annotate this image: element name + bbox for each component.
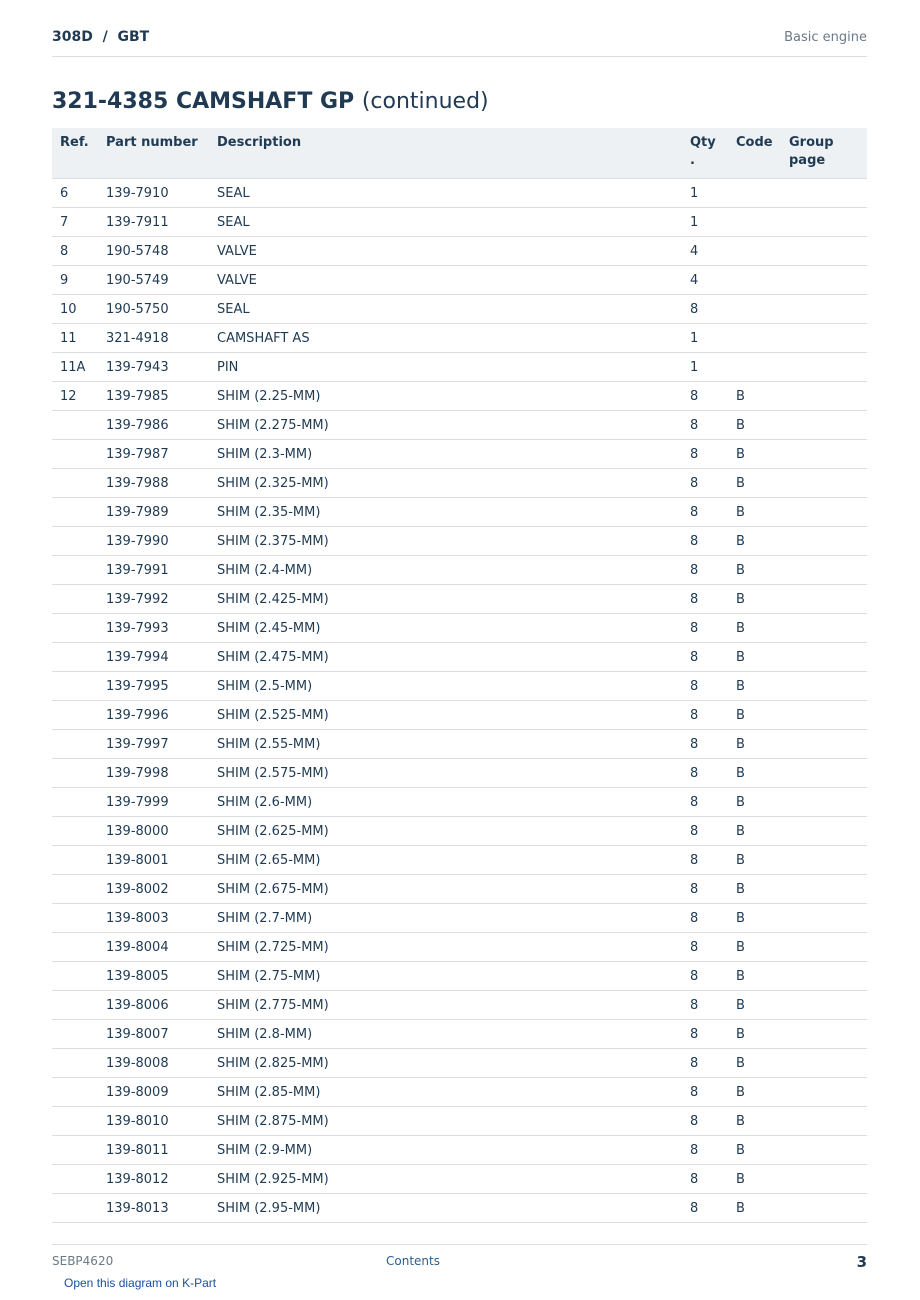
row-group-page	[781, 846, 867, 875]
row-part-number: 139-7911	[98, 208, 209, 237]
table-row	[52, 324, 867, 353]
row-description: SHIM (2.65-MM)	[209, 846, 682, 875]
row-description: SHIM (2.725-MM)	[209, 933, 682, 962]
row-code: B	[728, 440, 781, 469]
row-description: SHIM (2.85-MM)	[209, 1078, 682, 1107]
table-row	[52, 672, 867, 701]
table-row	[52, 1136, 867, 1165]
row-part-number: 139-7989	[98, 498, 209, 527]
row-ref: 12	[52, 382, 98, 411]
row-description: SHIM (2.475-MM)	[209, 643, 682, 672]
row-description: SHIM (2.55-MM)	[209, 730, 682, 759]
table-row	[52, 179, 867, 208]
row-part-number: 190-5748	[98, 237, 209, 266]
row-qty: 8	[682, 759, 728, 788]
row-description: SEAL	[209, 295, 682, 324]
col-group-page: Group page	[781, 128, 867, 179]
table-row	[52, 759, 867, 788]
table-row	[52, 846, 867, 875]
row-ref	[52, 817, 98, 846]
row-code: B	[728, 643, 781, 672]
table-row	[52, 875, 867, 904]
row-code	[728, 353, 781, 382]
row-code: B	[728, 1049, 781, 1078]
row-group-page	[781, 440, 867, 469]
row-group-page	[781, 1194, 867, 1223]
row-code: B	[728, 933, 781, 962]
table-row	[52, 904, 867, 933]
row-description: SEAL	[209, 179, 682, 208]
row-code: B	[728, 1136, 781, 1165]
row-description: SHIM (2.9-MM)	[209, 1136, 682, 1165]
table-row	[52, 1165, 867, 1194]
table-row	[52, 730, 867, 759]
table-row	[52, 440, 867, 469]
row-group-page	[781, 614, 867, 643]
row-ref	[52, 904, 98, 933]
row-group-page	[781, 730, 867, 759]
row-group-page	[781, 701, 867, 730]
row-code	[728, 208, 781, 237]
row-code: B	[728, 875, 781, 904]
table-row	[52, 1107, 867, 1136]
row-part-number: 139-8008	[98, 1049, 209, 1078]
row-qty: 8	[682, 933, 728, 962]
row-ref	[52, 672, 98, 701]
row-part-number: 190-5749	[98, 266, 209, 295]
row-code: B	[728, 1165, 781, 1194]
row-code: B	[728, 817, 781, 846]
page-number: 3	[856, 1253, 867, 1271]
row-ref	[52, 1049, 98, 1078]
row-qty: 8	[682, 1165, 728, 1194]
row-description: SHIM (2.8-MM)	[209, 1020, 682, 1049]
row-code: B	[728, 991, 781, 1020]
row-ref: 11A	[52, 353, 98, 382]
row-description: SHIM (2.325-MM)	[209, 469, 682, 498]
row-qty: 4	[682, 266, 728, 295]
row-part-number: 139-7943	[98, 353, 209, 382]
row-description: PIN	[209, 353, 682, 382]
page-footer	[52, 1244, 867, 1275]
row-part-number: 139-8009	[98, 1078, 209, 1107]
row-part-number: 139-8011	[98, 1136, 209, 1165]
row-part-number: 139-7986	[98, 411, 209, 440]
row-code: B	[728, 469, 781, 498]
row-part-number: 139-7998	[98, 759, 209, 788]
row-ref	[52, 585, 98, 614]
row-qty: 8	[682, 411, 728, 440]
col-ref: Ref.	[52, 128, 98, 179]
row-ref: 10	[52, 295, 98, 324]
col-part-number: Part number	[98, 128, 209, 179]
row-group-page	[781, 904, 867, 933]
row-qty: 8	[682, 382, 728, 411]
row-ref	[52, 875, 98, 904]
row-group-page	[781, 469, 867, 498]
table-row	[52, 817, 867, 846]
row-description: SHIM (2.25-MM)	[209, 382, 682, 411]
row-ref	[52, 962, 98, 991]
row-description: SHIM (2.925-MM)	[209, 1165, 682, 1194]
row-part-number: 139-7988	[98, 469, 209, 498]
row-part-number: 139-7990	[98, 527, 209, 556]
table-row	[52, 353, 867, 382]
row-part-number: 139-8004	[98, 933, 209, 962]
table-row	[52, 962, 867, 991]
table-row	[52, 237, 867, 266]
row-qty: 4	[682, 237, 728, 266]
title-continued: (continued)	[361, 89, 489, 114]
row-code	[728, 324, 781, 353]
row-part-number: 139-7985	[98, 382, 209, 411]
contents-link[interactable]: Contents	[386, 1254, 440, 1268]
row-part-number: 139-8007	[98, 1020, 209, 1049]
kpart-diagram-link[interactable]: Open this diagram on K-Part	[64, 1276, 217, 1290]
row-ref	[52, 527, 98, 556]
table-header-row	[52, 128, 867, 179]
row-group-page	[781, 817, 867, 846]
row-group-page	[781, 585, 867, 614]
row-group-page	[781, 353, 867, 382]
row-description: SHIM (2.275-MM)	[209, 411, 682, 440]
row-group-page	[781, 788, 867, 817]
row-group-page	[781, 324, 867, 353]
table-row	[52, 556, 867, 585]
title-code: 321-4385 CAMSHAFT GP	[52, 89, 355, 114]
row-qty: 8	[682, 295, 728, 324]
row-code: B	[728, 498, 781, 527]
row-code: B	[728, 411, 781, 440]
row-code: B	[728, 1194, 781, 1223]
row-description: SHIM (2.875-MM)	[209, 1107, 682, 1136]
row-description: SHIM (2.525-MM)	[209, 701, 682, 730]
table-row	[52, 585, 867, 614]
page-header	[52, 0, 867, 57]
row-description: SHIM (2.825-MM)	[209, 1049, 682, 1078]
row-group-page	[781, 1107, 867, 1136]
row-ref	[52, 1194, 98, 1223]
row-group-page	[781, 266, 867, 295]
row-group-page	[781, 556, 867, 585]
row-ref	[52, 759, 98, 788]
row-ref	[52, 1107, 98, 1136]
section-name: Basic engine	[784, 30, 867, 45]
row-qty: 8	[682, 875, 728, 904]
row-part-number: 139-8012	[98, 1165, 209, 1194]
row-ref	[52, 846, 98, 875]
table-row	[52, 295, 867, 324]
row-qty: 8	[682, 846, 728, 875]
row-code: B	[728, 1107, 781, 1136]
row-qty: 8	[682, 788, 728, 817]
page-title	[52, 89, 489, 114]
row-part-number: 139-7994	[98, 643, 209, 672]
row-ref: 9	[52, 266, 98, 295]
row-ref: 6	[52, 179, 98, 208]
row-ref	[52, 440, 98, 469]
row-group-page	[781, 933, 867, 962]
row-qty: 8	[682, 469, 728, 498]
row-code: B	[728, 556, 781, 585]
row-group-page	[781, 498, 867, 527]
row-ref: 11	[52, 324, 98, 353]
table-row	[52, 527, 867, 556]
row-description: SHIM (2.3-MM)	[209, 440, 682, 469]
row-description: CAMSHAFT AS	[209, 324, 682, 353]
row-ref	[52, 1078, 98, 1107]
row-qty: 8	[682, 1194, 728, 1223]
table-row	[52, 469, 867, 498]
row-part-number: 139-7999	[98, 788, 209, 817]
row-ref	[52, 643, 98, 672]
row-ref	[52, 1020, 98, 1049]
row-description: VALVE	[209, 266, 682, 295]
row-code: B	[728, 1020, 781, 1049]
table-row	[52, 1194, 867, 1223]
row-qty: 8	[682, 701, 728, 730]
row-code: B	[728, 701, 781, 730]
row-qty: 8	[682, 614, 728, 643]
table-row	[52, 933, 867, 962]
row-qty: 8	[682, 1020, 728, 1049]
col-qty: Qty .	[682, 128, 728, 179]
row-group-page	[781, 1020, 867, 1049]
row-group-page	[781, 672, 867, 701]
row-code: B	[728, 527, 781, 556]
row-qty: 8	[682, 527, 728, 556]
row-part-number: 139-7993	[98, 614, 209, 643]
row-qty: 8	[682, 1136, 728, 1165]
row-qty: 8	[682, 904, 728, 933]
row-ref	[52, 701, 98, 730]
table-row	[52, 1049, 867, 1078]
row-part-number: 139-7910	[98, 179, 209, 208]
col-code: Code	[728, 128, 781, 179]
row-ref: 7	[52, 208, 98, 237]
breadcrumb: 308D / GBT	[52, 29, 150, 45]
row-code	[728, 179, 781, 208]
row-code: B	[728, 846, 781, 875]
row-code: B	[728, 788, 781, 817]
row-code: B	[728, 962, 781, 991]
row-qty: 8	[682, 991, 728, 1020]
row-code: B	[728, 585, 781, 614]
row-qty: 8	[682, 817, 728, 846]
row-part-number: 139-7992	[98, 585, 209, 614]
row-part-number: 139-8000	[98, 817, 209, 846]
row-group-page	[781, 1049, 867, 1078]
row-group-page	[781, 991, 867, 1020]
row-group-page	[781, 875, 867, 904]
row-ref	[52, 788, 98, 817]
row-ref	[52, 730, 98, 759]
row-qty: 1	[682, 353, 728, 382]
row-description: SHIM (2.45-MM)	[209, 614, 682, 643]
table-row	[52, 701, 867, 730]
parts-table	[52, 128, 867, 1223]
row-ref	[52, 614, 98, 643]
row-description: SHIM (2.775-MM)	[209, 991, 682, 1020]
table-row	[52, 208, 867, 237]
row-qty: 8	[682, 672, 728, 701]
row-group-page	[781, 382, 867, 411]
row-part-number: 139-8001	[98, 846, 209, 875]
row-code: B	[728, 759, 781, 788]
row-ref	[52, 933, 98, 962]
row-description: VALVE	[209, 237, 682, 266]
row-part-number: 139-8013	[98, 1194, 209, 1223]
row-ref	[52, 469, 98, 498]
row-qty: 8	[682, 1049, 728, 1078]
row-group-page	[781, 759, 867, 788]
table-row	[52, 991, 867, 1020]
row-group-page	[781, 411, 867, 440]
table-row	[52, 498, 867, 527]
row-ref: 8	[52, 237, 98, 266]
row-group-page	[781, 295, 867, 324]
row-qty: 8	[682, 498, 728, 527]
row-ref	[52, 1165, 98, 1194]
row-description: SHIM (2.95-MM)	[209, 1194, 682, 1223]
row-description: SHIM (2.375-MM)	[209, 527, 682, 556]
row-code: B	[728, 730, 781, 759]
row-code	[728, 295, 781, 324]
row-ref	[52, 498, 98, 527]
row-group-page	[781, 237, 867, 266]
row-description: SHIM (2.75-MM)	[209, 962, 682, 991]
row-qty: 8	[682, 643, 728, 672]
row-code: B	[728, 672, 781, 701]
row-qty: 8	[682, 556, 728, 585]
row-group-page	[781, 527, 867, 556]
row-part-number: 139-8005	[98, 962, 209, 991]
row-qty: 8	[682, 730, 728, 759]
table-row	[52, 1078, 867, 1107]
row-ref	[52, 556, 98, 585]
row-ref	[52, 991, 98, 1020]
row-part-number: 139-7987	[98, 440, 209, 469]
row-code	[728, 266, 781, 295]
row-group-page	[781, 1136, 867, 1165]
row-qty: 8	[682, 1107, 728, 1136]
row-code: B	[728, 614, 781, 643]
row-description: SHIM (2.575-MM)	[209, 759, 682, 788]
row-part-number: 139-8002	[98, 875, 209, 904]
row-group-page	[781, 962, 867, 991]
row-part-number: 139-7991	[98, 556, 209, 585]
row-part-number: 139-8003	[98, 904, 209, 933]
row-description: SHIM (2.5-MM)	[209, 672, 682, 701]
table-row	[52, 1020, 867, 1049]
col-description: Description	[209, 128, 682, 179]
row-code: B	[728, 382, 781, 411]
row-part-number: 139-7995	[98, 672, 209, 701]
document-id: SEBP4620	[52, 1254, 114, 1268]
row-description: SHIM (2.675-MM)	[209, 875, 682, 904]
row-ref	[52, 1136, 98, 1165]
row-qty: 8	[682, 1078, 728, 1107]
row-part-number: 139-8006	[98, 991, 209, 1020]
table-row	[52, 266, 867, 295]
row-qty: 1	[682, 179, 728, 208]
row-ref	[52, 411, 98, 440]
row-qty: 8	[682, 585, 728, 614]
row-group-page	[781, 179, 867, 208]
row-code	[728, 237, 781, 266]
row-description: SHIM (2.625-MM)	[209, 817, 682, 846]
row-part-number: 321-4918	[98, 324, 209, 353]
row-code: B	[728, 1078, 781, 1107]
row-part-number: 190-5750	[98, 295, 209, 324]
table-row	[52, 411, 867, 440]
row-qty: 1	[682, 324, 728, 353]
row-description: SHIM (2.6-MM)	[209, 788, 682, 817]
row-description: SHIM (2.4-MM)	[209, 556, 682, 585]
row-group-page	[781, 208, 867, 237]
row-group-page	[781, 1078, 867, 1107]
row-part-number: 139-7997	[98, 730, 209, 759]
row-qty: 1	[682, 208, 728, 237]
row-description: SHIM (2.35-MM)	[209, 498, 682, 527]
row-code: B	[728, 904, 781, 933]
row-group-page	[781, 643, 867, 672]
table-row	[52, 614, 867, 643]
row-part-number: 139-8010	[98, 1107, 209, 1136]
row-description: SHIM (2.425-MM)	[209, 585, 682, 614]
table-row	[52, 788, 867, 817]
table-row	[52, 382, 867, 411]
row-group-page	[781, 1165, 867, 1194]
table-row	[52, 643, 867, 672]
row-description: SHIM (2.7-MM)	[209, 904, 682, 933]
row-part-number: 139-7996	[98, 701, 209, 730]
row-qty: 8	[682, 962, 728, 991]
row-qty: 8	[682, 440, 728, 469]
row-description: SEAL	[209, 208, 682, 237]
